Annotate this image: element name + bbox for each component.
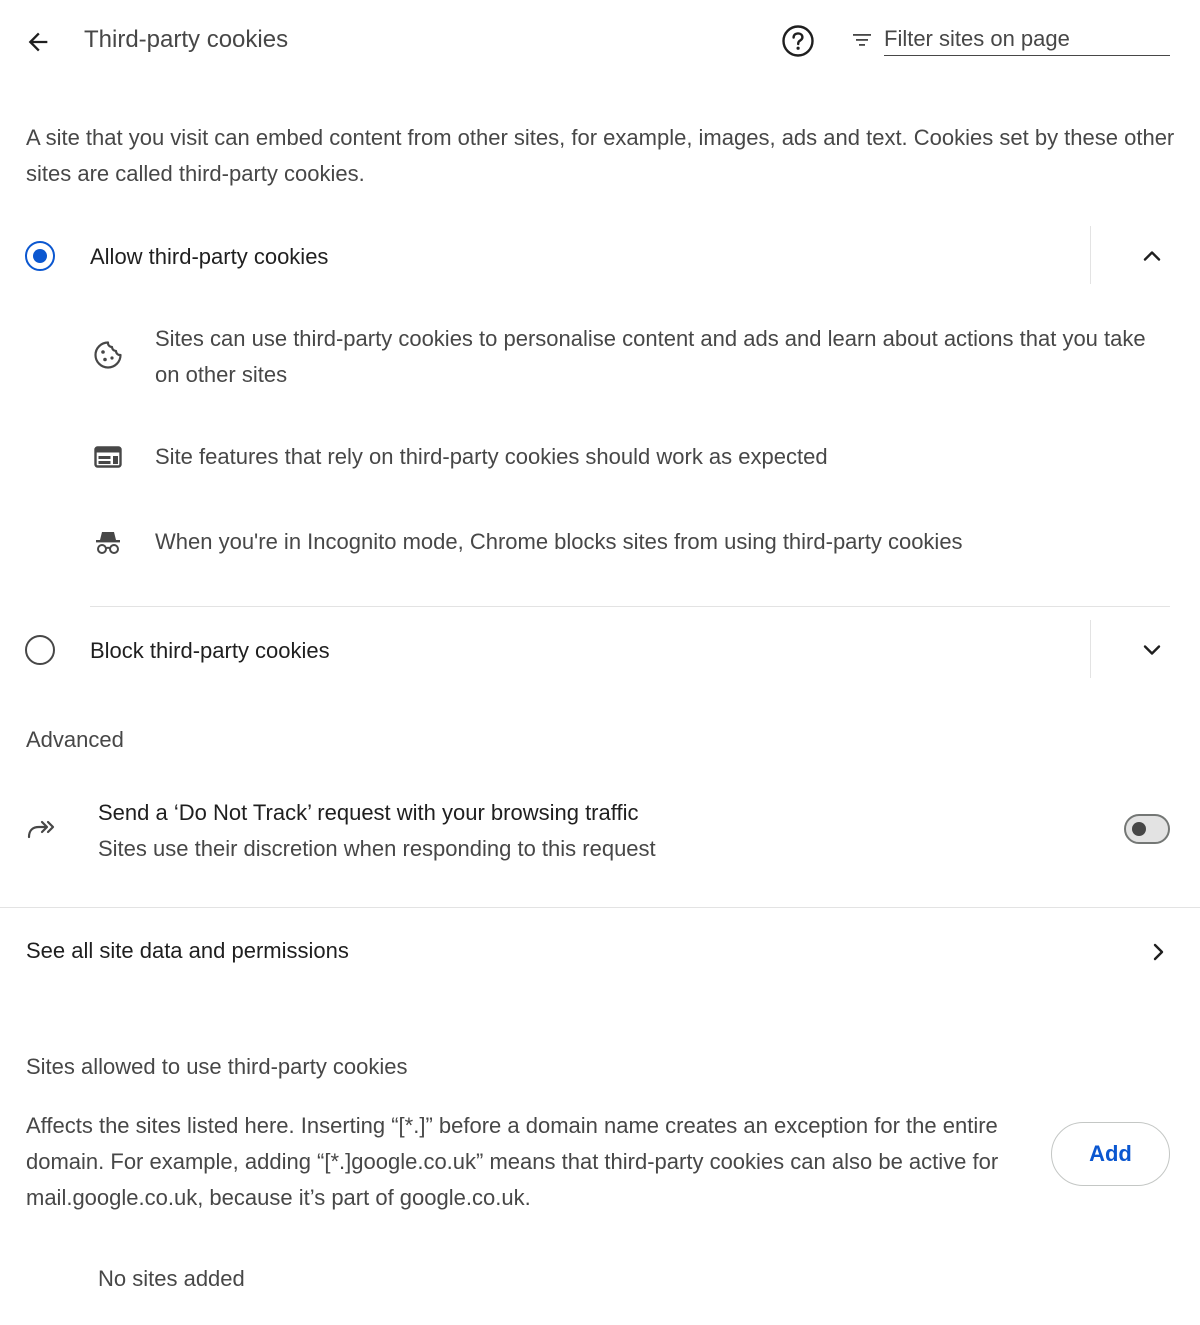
filter-sites <box>848 22 1170 56</box>
do-not-track-row[interactable] <box>0 790 1200 870</box>
help-button[interactable] <box>778 21 818 61</box>
allow-collapse-button[interactable] <box>1132 236 1172 276</box>
see-all-site-data-label: See all site data and permissions <box>26 938 349 963</box>
incognito-icon <box>90 524 126 560</box>
chevron-up-icon <box>1140 244 1164 268</box>
block-radio[interactable] <box>25 635 55 665</box>
allowed-sites-description: Affects the sites listed here. Inserting “[*.]” before a domain name creates an exception for the entire domain. For example, adding “[*.]google.co.uk” means that third-party cookies can also be active for mail.google.co.uk, because it’s part of google.co.uk. <box>26 1113 999 1210</box>
divider <box>90 606 1170 607</box>
divider <box>1090 620 1091 678</box>
cookie-icon <box>90 337 126 373</box>
allow-radio[interactable] <box>25 241 55 271</box>
do-not-track-icon <box>24 812 60 848</box>
filter-sites-input[interactable] <box>884 22 1170 56</box>
help-circle-icon <box>781 24 815 58</box>
do-not-track-subtitle: Sites use their discretion when responding to this request <box>98 836 656 861</box>
block-option-row[interactable] <box>0 620 1200 680</box>
block-option-label: Block third-party cookies <box>90 638 330 663</box>
do-not-track-title: Send a ‘Do Not Track’ request with your browsing traffic <box>98 800 639 825</box>
block-expand-button[interactable] <box>1132 630 1172 670</box>
web-content-icon <box>90 439 126 475</box>
advanced-heading: Advanced <box>26 727 124 752</box>
see-all-site-data-row[interactable] <box>0 908 1200 994</box>
page-title: Third-party cookies <box>84 26 289 53</box>
allow-detail-text: Site features that rely on third-party cookies should work as expected <box>155 444 828 469</box>
add-site-button[interactable]: Add <box>1051 1122 1170 1186</box>
chevron-down-icon <box>1140 638 1164 662</box>
chevron-right-icon <box>1138 932 1178 972</box>
divider <box>1090 226 1091 284</box>
page-description: A site that you visit can embed content from other sites, for example, images, ads and text. Cookies set by these other sites are called third-party cookies. <box>26 125 1175 186</box>
allow-detail-text: When you're in Incognito mode, Chrome blocks sites from using third-party cookies <box>155 529 963 554</box>
do-not-track-toggle[interactable] <box>1124 814 1170 844</box>
allowed-sites-heading: Sites allowed to use third-party cookies <box>26 1054 408 1079</box>
allow-option-label: Allow third-party cookies <box>90 244 329 269</box>
arrow-back-icon <box>24 28 52 56</box>
toggle-knob <box>1132 822 1146 836</box>
filter-icon <box>848 26 876 54</box>
allow-option-row[interactable] <box>0 226 1200 286</box>
allow-detail-text: Sites can use third-party cookies to personalise content and ads and learn about actions that you take on other sites <box>155 326 1146 387</box>
no-sites-message: No sites added <box>98 1266 245 1291</box>
back-button[interactable] <box>18 22 58 62</box>
